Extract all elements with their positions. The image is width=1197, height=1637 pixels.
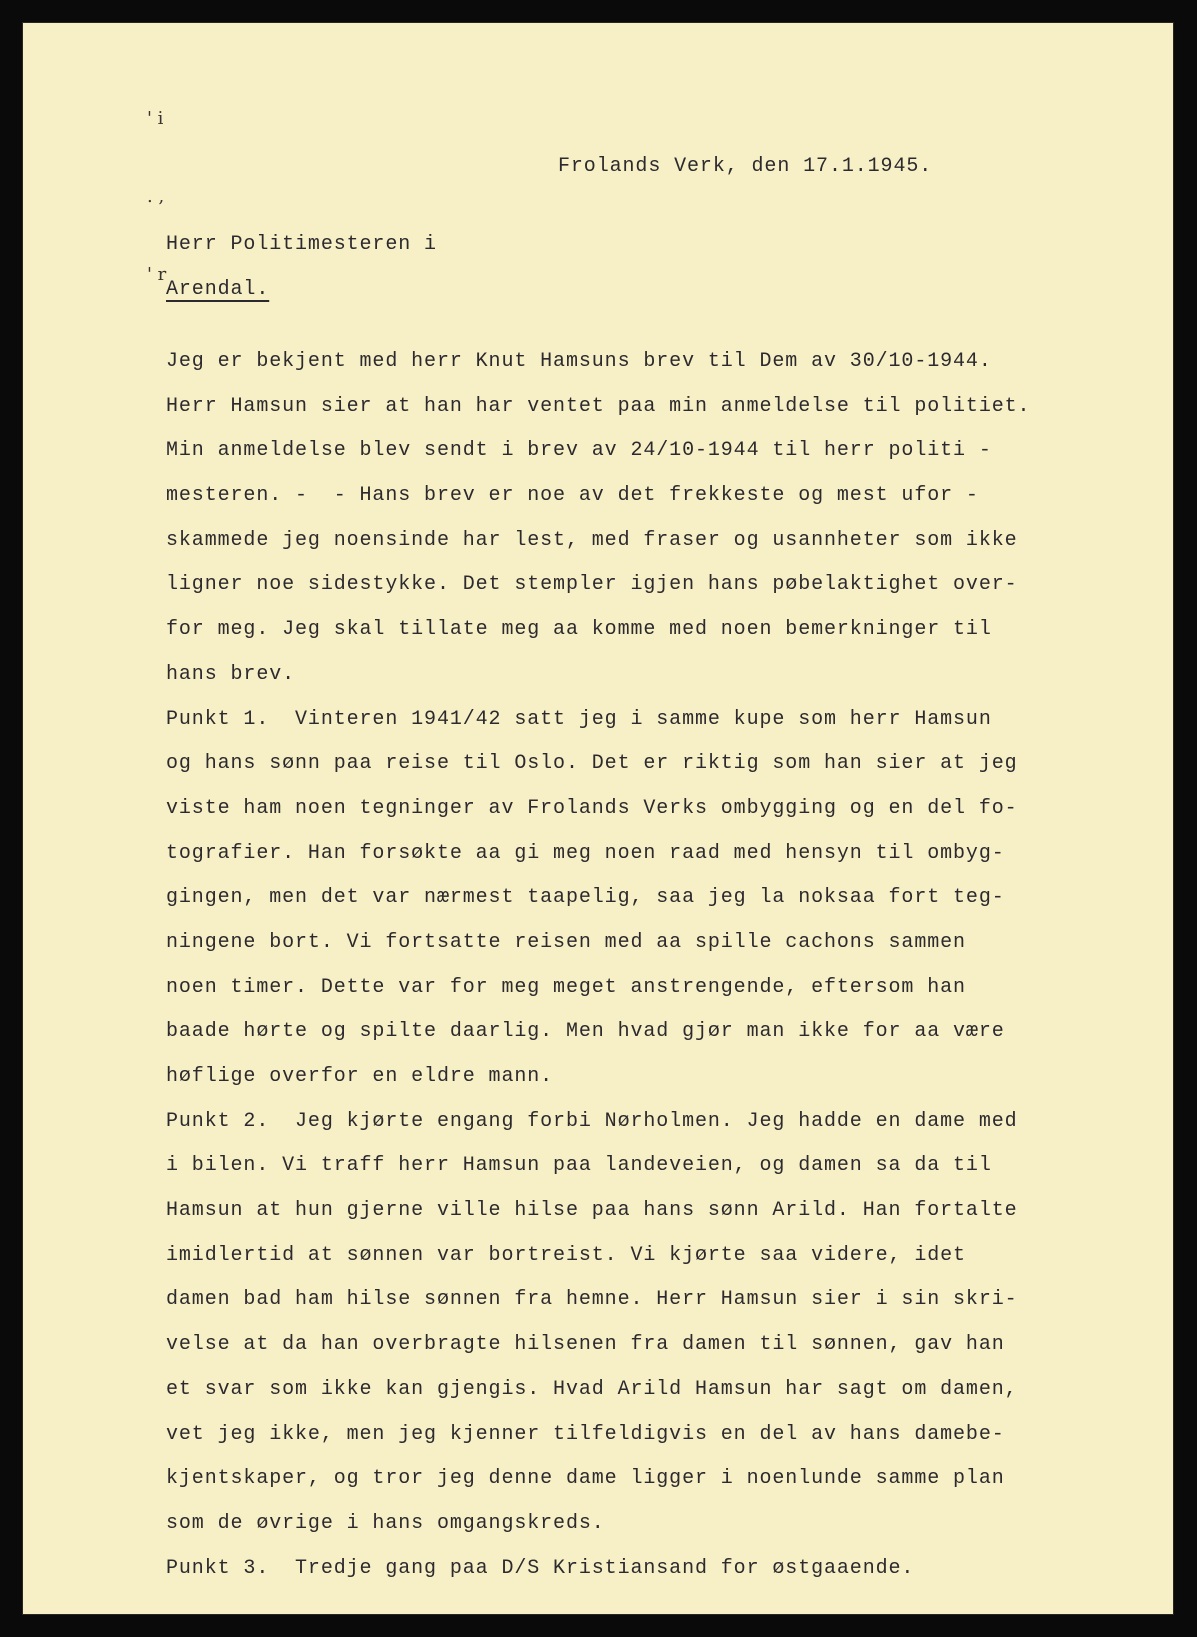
place-date: Frolands Verk, den 17.1.1945.: [558, 155, 933, 178]
body-line: gingen, men det var nærmest taapelig, saa jeg la noksaa fort teg-: [166, 886, 1005, 910]
margin-marks: [147, 54, 177, 285]
body-line: ningene bort. Vi fortsatte reisen med aa spille cachons sammen: [166, 930, 966, 954]
body-line: høflige overfor en eldre mann.: [166, 1065, 554, 1088]
body-line: mesteren. - - Hans brev er noe av det frekkeste og mest ufor -: [166, 484, 979, 508]
letter-body: [166, 350, 1030, 1601]
body-line: hans brev.: [166, 662, 296, 686]
body-line: Herr Hamsun sier at han har ventet paa min anmeldelse til politiet.: [166, 394, 1031, 418]
document-page: [22, 22, 1174, 1615]
body-line: i bilen. Vi traff herr Hamsun paa landeveien, og damen sa da til: [166, 1154, 992, 1178]
body-line: Punkt 1. Vinteren 1941/42 satt jeg i samme kupe som herr Hamsun: [166, 707, 992, 731]
recipient-title: Herr Politimesteren i: [166, 233, 437, 256]
body-line: skammede jeg noensinde har lest, med fraser og usannheter som ikke: [166, 528, 1018, 552]
body-line: Punkt 2. Jeg kjørte engang forbi Nørholmen. Jeg hadde en dame med: [166, 1109, 1018, 1133]
body-line: damen bad ham hilse sønnen fra hemne. Herr Hamsun sier i sin skri-: [166, 1288, 1018, 1312]
body-line: et svar som ikke kan gjengis. Hvad Arild Hamsun har sagt om damen,: [166, 1377, 1018, 1401]
body-line: noen timer. Dette var for meg meget anstrengende, eftersom han: [166, 975, 966, 999]
body-line: for meg. Jeg skal tillate meg aa komme med noen bemerkninger til: [166, 618, 992, 642]
margin-mark: . ,: [147, 186, 165, 207]
body-line: ligner noe sidestykke. Det stempler igjen hans pøbelaktighet over-: [166, 573, 1018, 597]
body-line: Punkt 3. Tredje gang paa D/S Kristiansand for østgaaende.: [166, 1556, 915, 1580]
margin-mark: ' r: [147, 264, 167, 285]
body-line: imidlertid at sønnen var bortreist. Vi kjørte saa videre, idet: [166, 1243, 966, 1267]
body-line: og hans sønn paa reise til Oslo. Det er riktig som han sier at jeg: [166, 752, 1018, 776]
body-line: Min anmeldelse blev sendt i brev av 24/10-1944 til herr politi -: [166, 439, 992, 463]
body-line: viste ham noen tegninger av Frolands Verks ombygging og en del fo-: [166, 796, 1018, 820]
recipient-city: Arendal.: [166, 278, 270, 301]
body-line: vet jeg ikke, men jeg kjenner tilfeldigvis en del av hans damebe-: [166, 1422, 1005, 1446]
body-line: tografier. Han forsøkte aa gi meg noen raad med hensyn til ombyg-: [166, 841, 1005, 865]
margin-mark: ' i: [147, 108, 164, 129]
body-line: kjentskaper, og tror jeg denne dame ligger i noenlunde samme plan: [166, 1467, 1005, 1491]
body-line: velse at da han overbragte hilsenen fra damen til sønnen, gav han: [166, 1333, 1005, 1357]
body-line: som de øvrige i hans omgangskreds.: [166, 1511, 605, 1535]
body-line: Hamsun at hun gjerne ville hilse paa hans sønn Arild. Han fortalte: [166, 1199, 1018, 1223]
body-line: baade hørte og spilte daarlig. Men hvad gjør man ikke for aa være: [166, 1020, 1005, 1044]
body-line: Jeg er bekjent med herr Knut Hamsuns brev til Dem av 30/10-1944.: [166, 350, 992, 373]
